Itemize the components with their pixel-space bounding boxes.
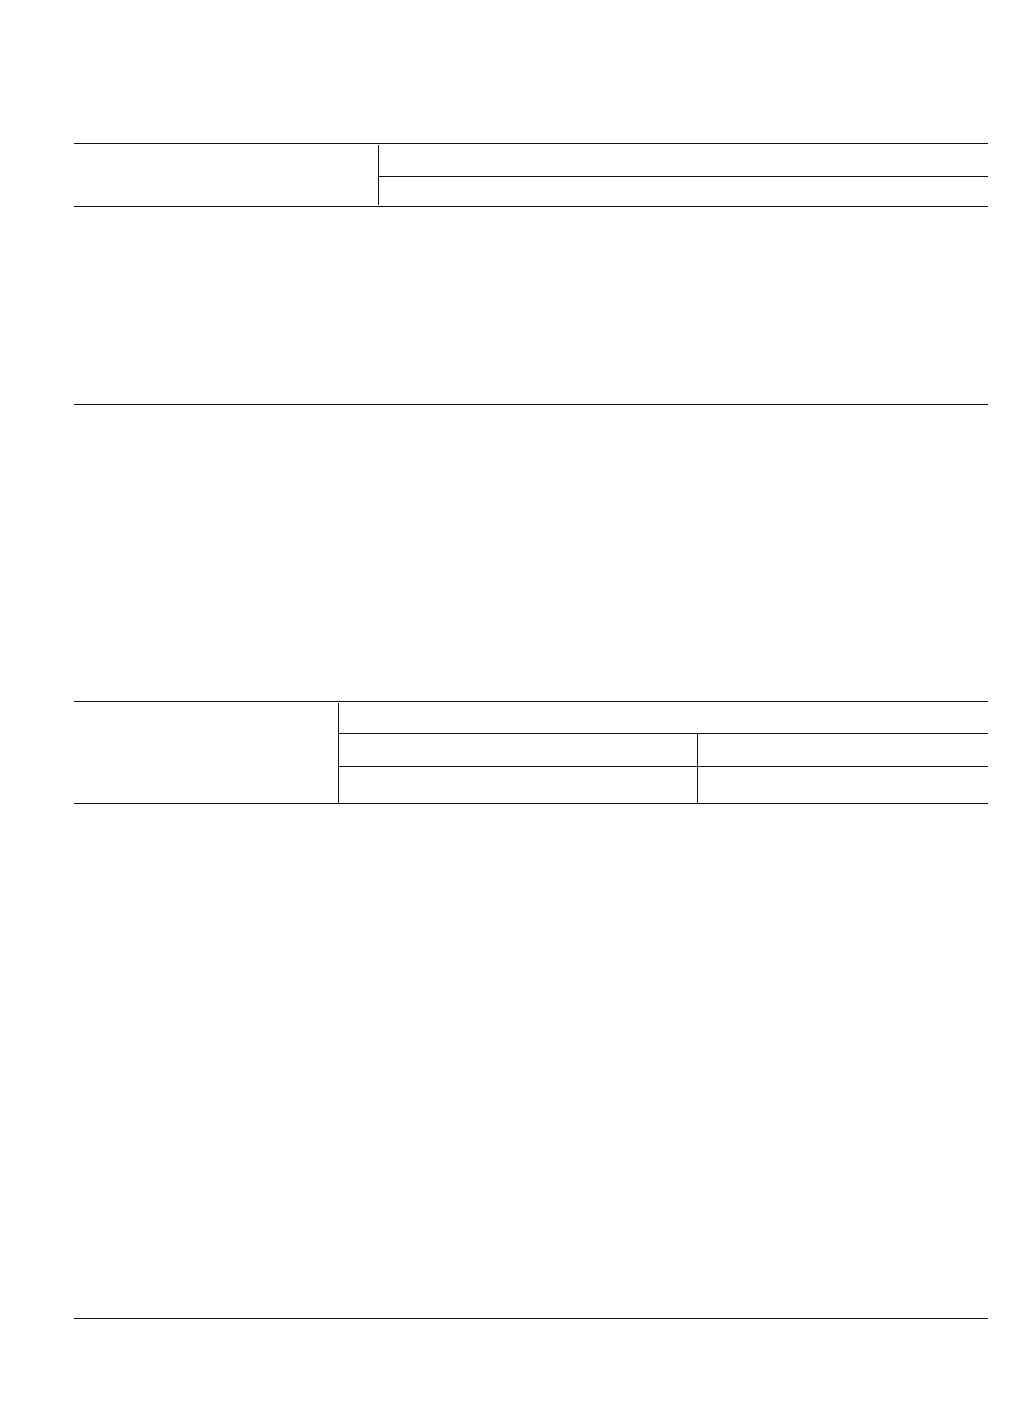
table20-unit-rule: [338, 766, 988, 767]
table20-header-rule: [74, 803, 988, 804]
table20-group-rule: [338, 733, 988, 734]
table19-top-rule: [74, 143, 988, 144]
table19-bottom-rule: [74, 404, 988, 405]
table19-divider: [378, 145, 379, 205]
table20-top-rule: [74, 701, 988, 702]
table20-bottom-rule: [74, 1318, 988, 1319]
table19-header-rule: [74, 206, 988, 207]
table19-unit-rule: [378, 176, 988, 177]
table20-divider-left: [338, 703, 339, 803]
table20-divider-mid: [697, 734, 698, 803]
